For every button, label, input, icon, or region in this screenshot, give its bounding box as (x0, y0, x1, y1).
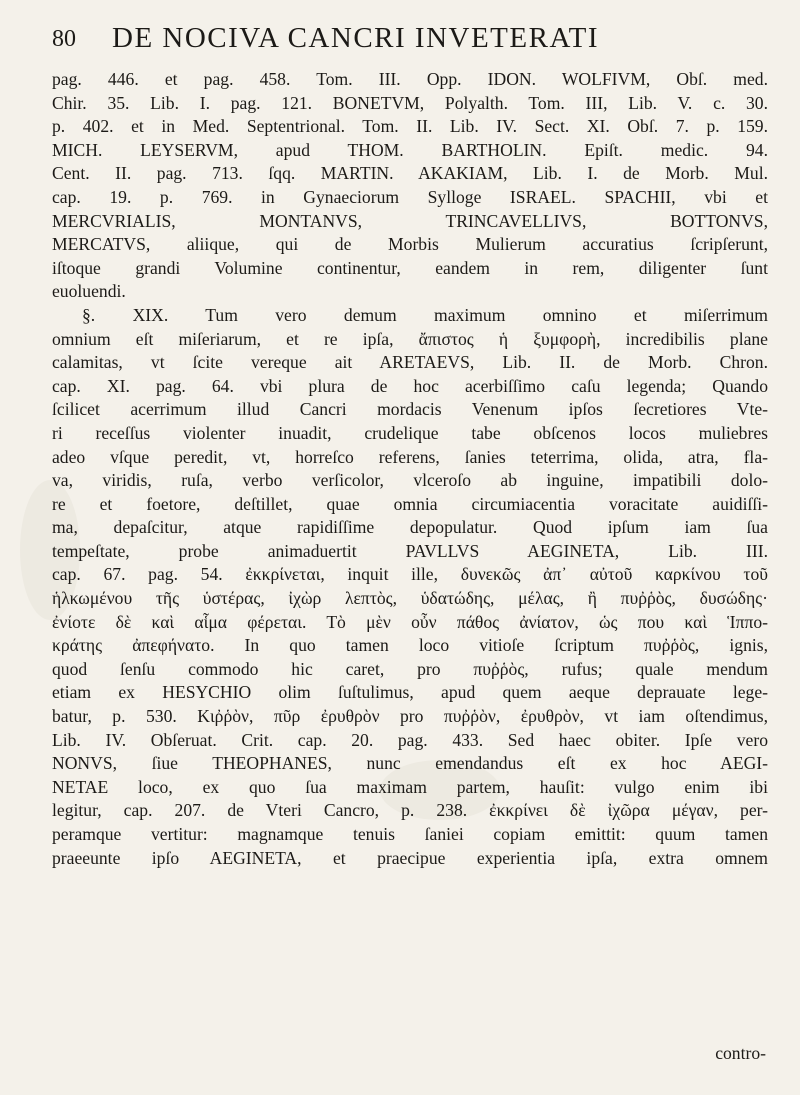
text-line: re et foetore, deſtillet, quae omnia circumiacentia voracitate auidiſſi- (52, 493, 768, 514)
text-line: tempeſtate, probe animaduertit PAVLLVS AEGINETA, Lib. III. (52, 540, 768, 561)
text-line: MERCVRIALIS, MONTANVS, TRINCAVELLIVS, BOTTONVS, (52, 210, 768, 231)
page-number: 80 (52, 26, 76, 52)
text-line: pag. 446. et pag. 458. Tom. III. Opp. IDON. WOLFIVM, Obſ. med. (52, 69, 768, 89)
page-header (52, 22, 772, 62)
text-line: euoluendi. (52, 281, 126, 302)
text-line: ri receſſus violenter inuadit, crudelique tabe obſcenos locos muliebres (52, 422, 768, 443)
text-line: adeo vſque peredit, vt, horreſco referens, ſanies teterrima, olida, atra, fla- (52, 446, 768, 467)
text-line: praeeunte ipſo AEGINETA, et praecipue experientia ipſa, extra omnem (52, 847, 768, 868)
text-line: cap. 67. pag. 54. ἐκκρίνεται, inquit ille, δυνεκῶς ἀπ᾽ αὐτοῦ καρκίνου τοῦ (52, 564, 768, 585)
text-line: Cent. II. pag. 713. ſqq. MARTIN. AKAKIAM, Lib. I. de Morb. Mul. (52, 163, 768, 184)
text-line: ſcilicet acerrimum illud Cancri mordacis Venenum ipſos ſecretiores Vte- (52, 399, 768, 420)
section-start-line: §. XIX. Tum vero demum maximum omnino et miſerrimum (82, 304, 768, 325)
text-line: batur, p. 530. Κιῤῥὸν, πῦρ ἐρυθρὸν pro πυῤῥὸν, ἐρυθρὸν, vt iam oſtendimus, (52, 706, 768, 727)
text-line: cap. 19. p. 769. in Gynaeciorum Sylloge ISRAEL. SPACHII, vbi et (52, 186, 768, 207)
greek-text-line: ἡλκωμένου τῆς ὑστέρας, ἰχὼρ λεπτὸς, ὑδατώδης, μέλας, ἢ πυῤῥὸς, δυσώδης· (52, 588, 768, 609)
text-line: MERCATVS, aliique, qui de Morbis Mulierum accuratius ſcripſerunt, (52, 234, 768, 255)
text-line: Lib. IV. Obſeruat. Crit. cap. 20. pag. 433. Sed haec obiter. Ipſe vero (52, 729, 768, 750)
body-text (52, 68, 768, 870)
text-line: ma, depaſcitur, atque rapidiſſime depopulatur. Quod ipſum iam ſua (52, 517, 768, 538)
text-line: quod ſenſu commodo hic caret, pro πυῤῥὸς, rufus; quale mendum (52, 658, 768, 679)
text-line: legitur, cap. 207. de Vteri Cancro, p. 238. ἐκκρίνει δὲ ἰχῶρα μέγαν, per- (52, 800, 768, 821)
text-line: iſtoque grandi Volumine continentur, eandem in rem, diligenter ſunt (52, 257, 768, 278)
text-line: etiam ex HESYCHIO olim ſuſtulimus, apud quem aeque deprauate lege- (52, 682, 768, 703)
text-line: va, viridis, ruſa, verbo verſicolor, vlceroſo ab inguine, impatibili dolo- (52, 470, 768, 491)
text-line: calamitas, vt ſcite vereque ait ARETAEVS, Lib. II. de Morb. Chron. (52, 352, 768, 373)
text-line: NONVS, ſiue THEOPHANES, nunc emendandus eſt ex hoc AEGI- (52, 753, 768, 774)
text-line: NETAE loco, ex quo ſua maximam partem, hauſit: vulgo enim ibi (52, 776, 768, 797)
text-line: omnium eſt miſeriarum, et re ipſa, ἄπιστος ἡ ξυμφορὴ, incredibilis plane (52, 328, 768, 349)
text-line: cap. XI. pag. 64. vbi plura de hoc acerbiſſimo caſu legenda; Quando (52, 375, 768, 396)
text-line: κράτης ἀπεφήνατο. In quo tamen loco vitioſe ſcriptum πυῤῥὸς, ignis, (52, 635, 768, 656)
text-line: Chir. 35. Lib. I. pag. 121. BONETVM, Polyalth. Tom. III, Lib. V. c. 30. (52, 92, 768, 113)
text-line: peramque vertitur: magnamque tenuis ſaniei copiam emittit: quum tamen (52, 824, 768, 844)
text-line: p. 402. et in Med. Septentrional. Tom. II. Lib. IV. Sect. XI. Obſ. 7. p. 159. (52, 116, 768, 137)
greek-text-line: ἐνίοτε δὲ καὶ αἷμα φέρεται. Τὸ μὲν οὖν πάθος ἀνίατον, ὡς που καὶ Ἱππο- (52, 611, 768, 632)
catchword: contro- (715, 1043, 766, 1063)
text-line: MICH. LEYSERVM, apud THOM. BARTHOLIN. Epiſt. medic. 94. (52, 139, 768, 160)
running-head: DE NOCIVA CANCRI INVETERATI (112, 22, 600, 54)
